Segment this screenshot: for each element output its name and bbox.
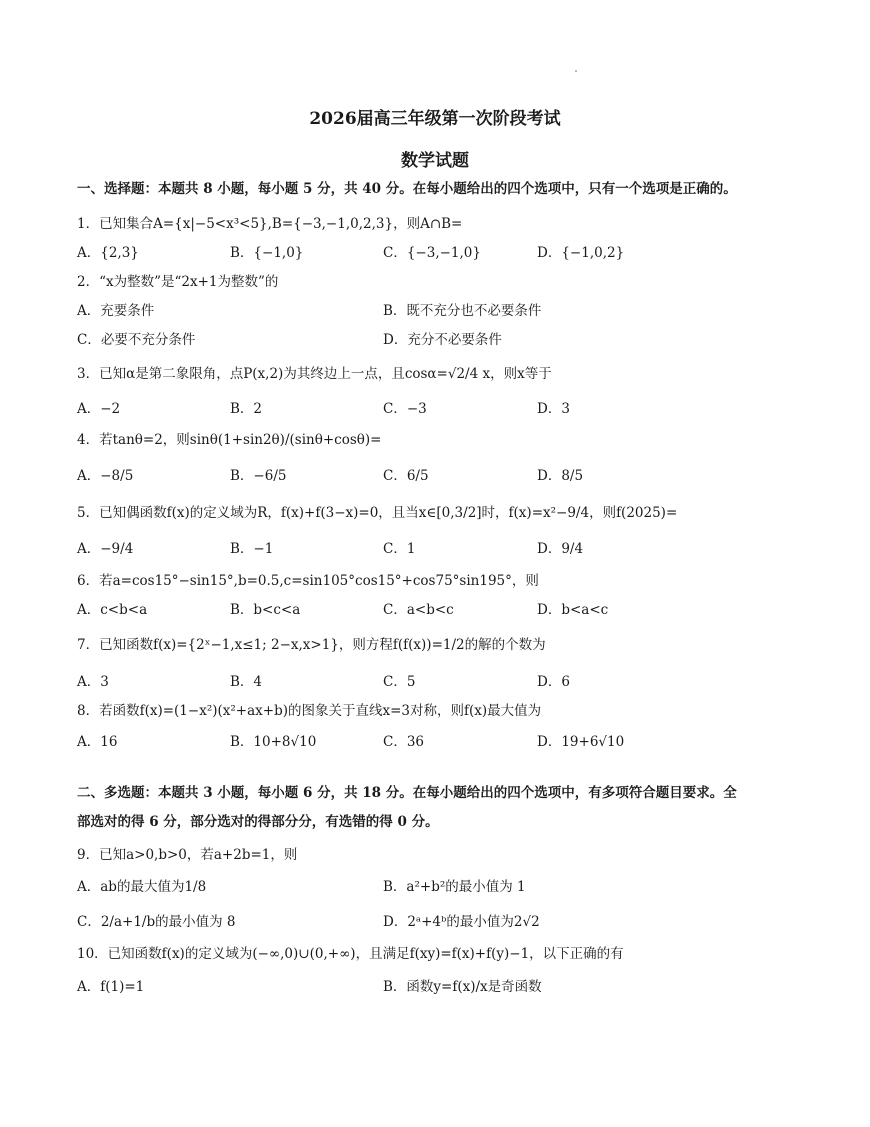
question-8-option-c: C．36 bbox=[383, 734, 425, 750]
scan-speck bbox=[575, 70, 577, 72]
exam-subtitle: 数学试题 bbox=[401, 151, 469, 171]
question-5-stem: 5．已知偶函数f(x)的定义域为R，f(x)+f(3−x)=0，且当x∈[0,3/2]时，f(x)=x²−9/4，则f(2025)= bbox=[77, 505, 678, 521]
question-3-stem: 3．已知α是第二象限角，点P(x,2)为其终边上一点，且cosα=√2/4 x，则x等于 bbox=[77, 366, 552, 382]
question-9-stem: 9．已知a>0,b>0，若a+2b=1，则 bbox=[77, 847, 298, 863]
question-2-option-c: C．必要不充分条件 bbox=[77, 332, 196, 348]
question-8-option-a: A．16 bbox=[77, 734, 118, 750]
question-1-option-c: C．{−3,−1,0} bbox=[383, 245, 481, 261]
question-5-option-a: A．−9/4 bbox=[77, 541, 134, 557]
question-10-option-b: B．函数y=f(x)/x是奇函数 bbox=[383, 979, 542, 995]
section-heading-line-1: 二、多选题：本题共 3 小题，每小题 6 分，共 18 分。在每小题给出的四个选项中，有多项符合题目要求。全 bbox=[77, 785, 737, 801]
question-5-option-c: C．1 bbox=[383, 541, 416, 557]
question-5-option-d: D．9/4 bbox=[537, 541, 584, 557]
question-3-option-b: B．2 bbox=[230, 401, 263, 417]
question-8-option-d: D．19+6√10 bbox=[537, 734, 625, 750]
question-2-option-a: A．充要条件 bbox=[77, 303, 155, 319]
question-10-option-a: A．f(1)=1 bbox=[77, 979, 145, 995]
question-2-stem: 2．“x为整数”是“2x+1为整数”的 bbox=[77, 274, 279, 290]
question-7-option-d: D．6 bbox=[537, 674, 570, 690]
question-10-stem: 10．已知函数f(x)的定义域为(−∞,0)∪(0,+∞)，且满足f(xy)=f(x)+f(y)−1，以下正确的有 bbox=[77, 946, 624, 962]
question-7-option-a: A．3 bbox=[77, 674, 109, 690]
question-4-option-c: C．6/5 bbox=[383, 468, 429, 484]
question-7-option-b: B．4 bbox=[230, 674, 263, 690]
question-9-option-c: C．2/a+1/b的最小值为 8 bbox=[77, 914, 236, 930]
question-8-option-b: B．10+8√10 bbox=[230, 734, 317, 750]
question-3-option-c: C．−3 bbox=[383, 401, 427, 417]
question-2-option-b: B．既不充分也不必要条件 bbox=[383, 303, 542, 319]
question-7-option-c: C．5 bbox=[383, 674, 416, 690]
question-6-stem: 6．若a=cos15°−sin15°,b=0.5,c=sin105°cos15°+cos75°sin195°，则 bbox=[77, 573, 539, 589]
question-6-option-b: B．b<c<a bbox=[230, 602, 301, 618]
question-9-option-b: B．a²+b²的最小值为 1 bbox=[383, 879, 526, 895]
question-9-option-d: D．2ᵃ+4ᵇ的最小值为2√2 bbox=[383, 914, 540, 930]
question-1-option-b: B．{−1,0} bbox=[230, 245, 304, 261]
question-1-stem: 1．已知集合A={x|−5<x³<5},B={−3,−1,0,2,3}，则A∩B= bbox=[77, 216, 463, 232]
question-3-option-d: D．3 bbox=[537, 401, 570, 417]
question-4-option-d: D．8/5 bbox=[537, 468, 584, 484]
question-4-option-b: B．−6/5 bbox=[230, 468, 287, 484]
question-4-option-a: A．−8/5 bbox=[77, 468, 134, 484]
question-7-stem: 7．已知函数f(x)={2ˣ−1,x≤1; 2−x,x>1}，则方程f(f(x))=1/2的解的个数为 bbox=[77, 637, 546, 653]
question-5-option-b: B．−1 bbox=[230, 541, 274, 557]
section-heading-single-choice: 一、选择题：本题共 8 小题，每小题 5 分，共 40 分。在每小题给出的四个选项中，只有一个选项是正确的。 bbox=[77, 181, 737, 197]
question-8-stem: 8．若函数f(x)=(1−x²)(x²+ax+b)的图象关于直线x=3对称，则f(x)最大值为 bbox=[77, 703, 542, 719]
question-1-option-d: D．{−1,0,2} bbox=[537, 245, 625, 261]
section-heading-multi-choice bbox=[77, 779, 797, 837]
section-heading-line-2: 部选对的得 6 分，部分选对的得部分分，有选错的得 0 分。 bbox=[77, 814, 439, 830]
question-6-option-d: D．b<a<c bbox=[537, 602, 609, 618]
question-9-option-a: A．ab的最大值为1/8 bbox=[77, 879, 207, 895]
exam-title: 2026届高三年级第一次阶段考试 bbox=[309, 109, 561, 129]
question-4-stem: 4．若tanθ=2，则sinθ(1+sin2θ)/(sinθ+cosθ)= bbox=[77, 432, 382, 448]
question-1-option-a: A．{2,3} bbox=[77, 245, 139, 261]
question-3-option-a: A．−2 bbox=[77, 401, 121, 417]
question-6-option-c: C．a<b<c bbox=[383, 602, 454, 618]
question-6-option-a: A．c<b<a bbox=[77, 602, 148, 618]
question-2-option-d: D．充分不必要条件 bbox=[383, 332, 502, 348]
